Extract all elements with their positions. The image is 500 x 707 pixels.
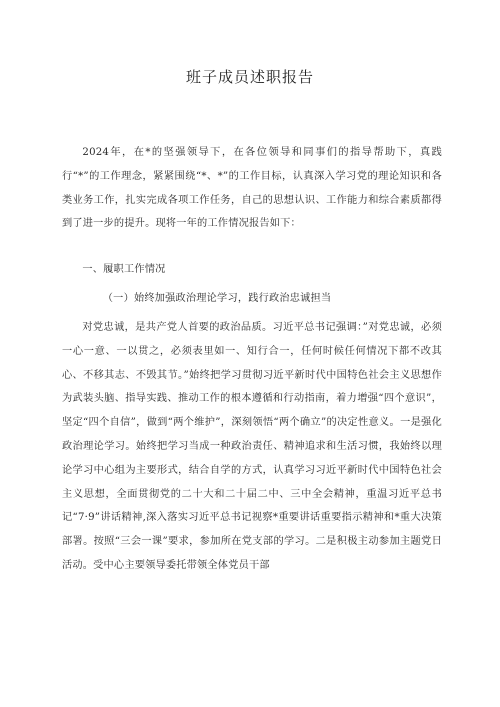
- subsection-heading: （一）始终加强政治理论学习，践行政治忠诚担当: [102, 293, 332, 304]
- intro-paragraph: 2024年，在*的坚强领导下，在各位领导和同事们的指导帮助下，真践行“*”的工作理念，紧紧围绕“*、*”的工作目标，认真深入学习党的理论知识和各类业务工作，扎实完成各项工作任务，自己的思想认识、工作能力和综合素质都得到了进一步的提升。现将一年的工作情况报告如下：: [62, 147, 442, 230]
- body-paragraph: 对党忠诚，是共产党人首要的政治品质。习近平总书记强调：”对党忠诚，必须一心一意、一以贯之，必须表里如一、知行合一，任何时候任何情况下都不改其心、不移其志、不毁其节。”始终把学习贯彻习近平新时代中国特色社会主义思想作为武装头脑、指导实践、推动工作的根本遵循和行动指南，着力增强“四个意识”，坚定“四个自信”，做到“两个维护”，深刻领悟“两个确立”的决定性意义。一是强化政治理论学习。始终把学习当成一种政治责任、精神追求和生活习惯，我始终以理论学习中心组为主要形式，结合自学的方式，认真学习习近平新时代中国特色社会主义思想，全面贯彻党的二十大和二十届二中、三中全会精神，重温习近平总书记“7·9”讲话精神,深入落实习近平总书记视察*重要讲话重要指示精神和*重大决策部署。按照“三会一课”要求，参加所在党支部的学习。二是积极主动参加主题党日活动。受中心主要领导委托带领全体党员干部: [62, 322, 442, 571]
- section-heading: 一、履职工作情况: [82, 264, 166, 275]
- document-title: 班子成员述职报告: [185, 68, 314, 86]
